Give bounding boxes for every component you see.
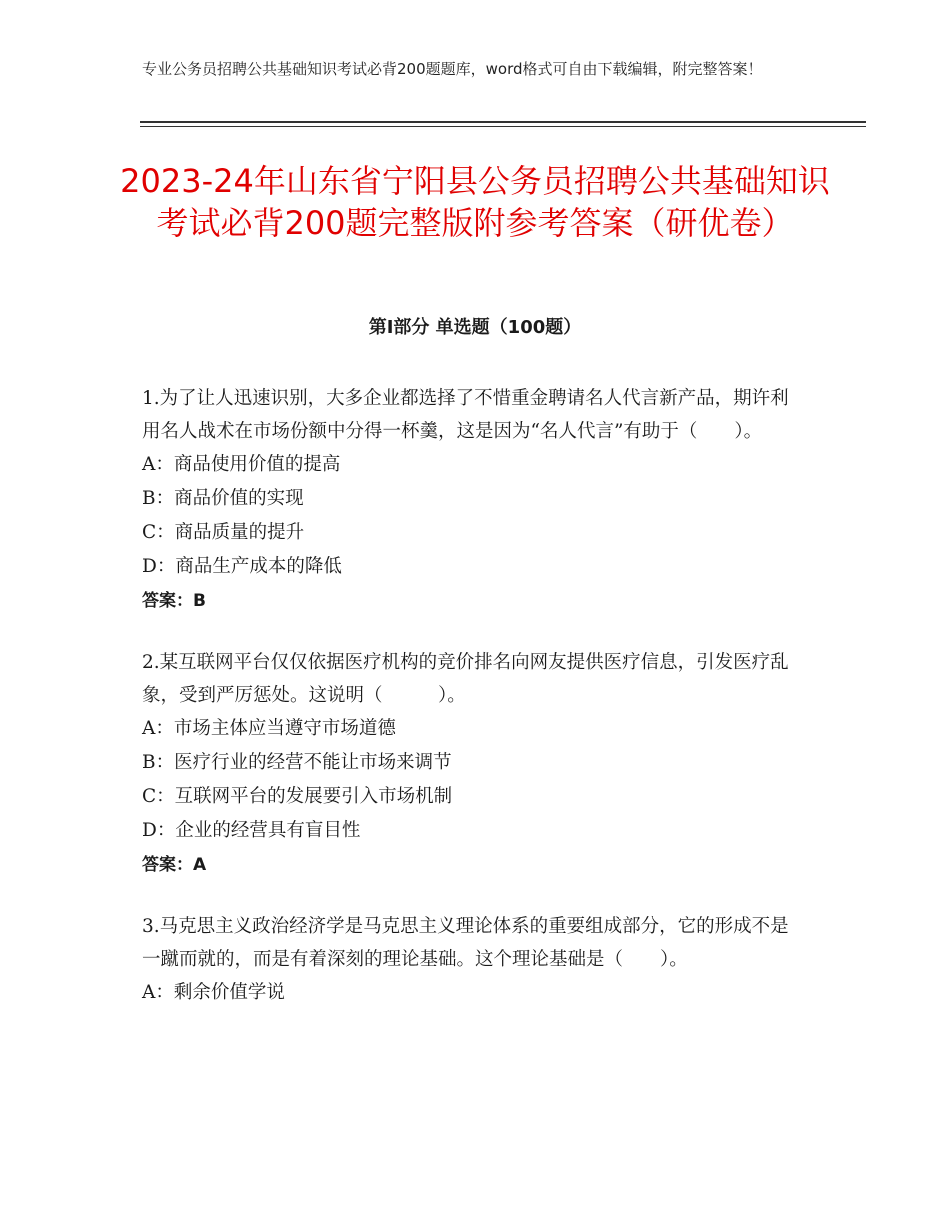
question-1 xyxy=(142,382,802,618)
section-heading: 第Ⅰ部分 单选题（100题） xyxy=(368,317,582,338)
option-b: B：商品价值的实现 xyxy=(142,488,304,509)
option-d: D：企业的经营具有盲目性 xyxy=(142,820,361,841)
option-b: B：医疗行业的经营不能让市场来调节 xyxy=(142,752,452,773)
question-stem: 2.某互联网平台仅仅依据医疗机构的竞价排名向网友提供医疗信息，引发医疗乱象，受到严厉惩处。这说明（ ）。 xyxy=(142,652,789,706)
question-stem: 1.为了让人迅速识别，大多企业都选择了不惜重金聘请名人代言新产品，期许利用名人战术在市场份额中分得一杯羹，这是因为“名人代言”有助于（ ）。 xyxy=(142,388,789,442)
option-d: D：商品生产成本的降低 xyxy=(142,556,342,577)
question-3 xyxy=(142,910,802,1010)
header-note: 专业公务员招聘公共基础知识考试必背200题题库，word格式可自由下载编辑，附完整答案！ xyxy=(142,60,763,78)
header-divider-thin xyxy=(140,126,866,127)
answer: 答案：B xyxy=(142,591,206,611)
question-2 xyxy=(142,646,802,882)
header-divider-thick xyxy=(140,121,866,123)
option-a: A：商品使用价值的提高 xyxy=(142,454,341,475)
question-stem: 3.马克思主义政治经济学是马克思主义理论体系的重要组成部分，它的形成不是一蹴而就的，而是有着深刻的理论基础。这个理论基础是（ ）。 xyxy=(142,916,789,970)
option-a: A：剩余价值学说 xyxy=(142,982,285,1003)
question-list xyxy=(142,382,802,1038)
option-a: A：市场主体应当遵守市场道德 xyxy=(142,718,396,739)
answer: 答案：A xyxy=(142,855,207,875)
option-c: C：互联网平台的发展要引入市场机制 xyxy=(142,786,453,807)
option-c: C：商品质量的提升 xyxy=(142,522,305,543)
document-title: 2023-24年山东省宁阳县公务员招聘公共基础知识考试必背200题完整版附参考答案（研优卷） xyxy=(120,162,830,242)
